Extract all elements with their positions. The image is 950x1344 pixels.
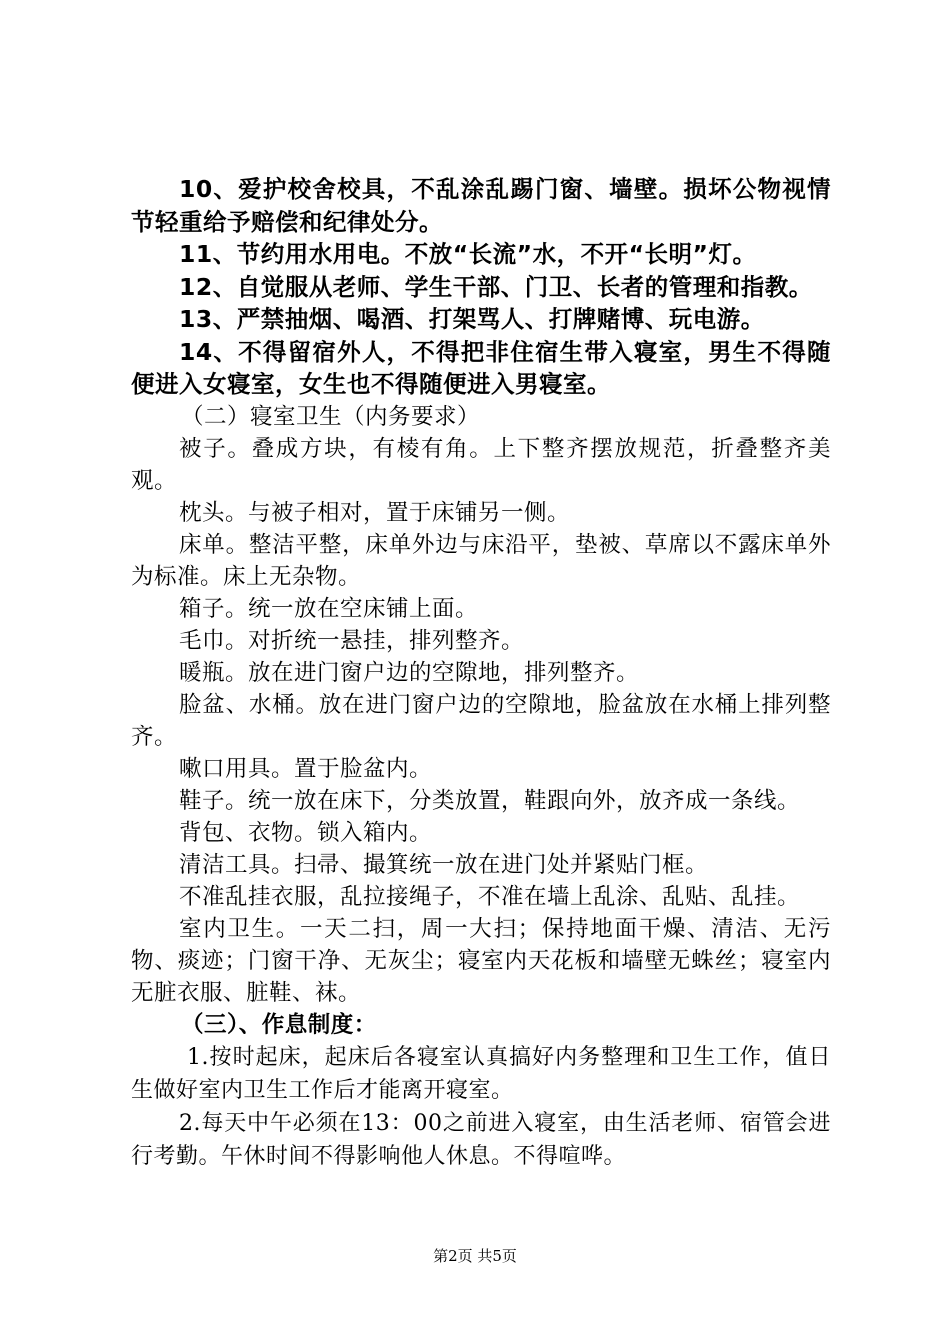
- document-body: [131, 173, 831, 1173]
- section-heading-dorm-hygiene: （二）寝室卫生（内务要求）: [181, 403, 481, 430]
- page-footer: 第2页 共5页: [433, 1247, 517, 1265]
- item-mouthwash: 嗽口用具。置于脸盆内。: [179, 755, 433, 782]
- schedule-item-2: 2.每天中午必须在13：00之前进入寝室，由生活老师、宿管会进行考勤。午休时间不得影响他人休息。不得喧哗。: [131, 1110, 831, 1169]
- item-cleaning-tools: 清洁工具。扫帚、撮箕统一放在进门处并紧贴门框。: [179, 851, 709, 878]
- item-pillow: 枕头。与被子相对，置于床铺另一侧。: [179, 499, 571, 526]
- item-thermos: 暖瓶。放在进门窗户边的空隙地，排列整齐。: [179, 659, 640, 686]
- item-backpack: 背包、衣物。锁入箱内。: [179, 819, 433, 846]
- item-towel: 毛巾。对折统一悬挂，排列整齐。: [179, 627, 525, 654]
- item-room-hygiene: 室内卫生。一天二扫，周一大扫；保持地面干燥、清洁、无污物、痰迹；门窗干净、无灰尘；寝室内天花板和墙壁无蛛丝；寝室内无脏衣服、脏鞋、袜。: [131, 915, 831, 1006]
- section-heading-schedule: （三）、作息制度：: [181, 1011, 377, 1038]
- rule-10: 10、爱护校舍校具，不乱涂乱踢门窗、墙壁。损坏公物视情节轻重给予赔偿和纪律处分。: [131, 175, 831, 236]
- item-box: 箱子。统一放在空床铺上面。: [179, 595, 479, 622]
- item-no-hanging: 不准乱挂衣服，乱拉接绳子，不准在墙上乱涂、乱贴、乱挂。: [179, 883, 801, 910]
- schedule-item-1: 1.按时起床，起床后各寝室认真搞好内务整理和卫生工作，值日生做好室内卫生工作后才能离开寝室。: [131, 1044, 831, 1103]
- rule-12: 12、自觉服从老师、学生干部、门卫、长者的管理和指教。: [179, 272, 813, 301]
- rule-13: 13、严禁抽烟、喝酒、打架骂人、打牌赌博、玩电游。: [179, 305, 765, 333]
- item-basin-bucket: 脸盆、水桶。放在进门窗户边的空隙地，脸盆放在水桶上排列整齐。: [131, 691, 831, 750]
- rule-11: 11、节约用水用电。不放“长流”水，不开“长明”灯。: [179, 240, 757, 268]
- item-bedsheet: 床单。整洁平整，床单外边与床沿平，垫被、草席以不露床单外为标准。床上无杂物。: [131, 531, 831, 590]
- item-shoes: 鞋子。统一放在床下，分类放置，鞋跟向外，放齐成一条线。: [179, 787, 801, 814]
- rule-14: 14、不得留宿外人，不得把非住宿生带入寝室，男生不得随便进入女寝室，女生也不得随便进入男寝室。: [131, 337, 831, 398]
- item-quilt: 被子。叠成方块，有棱有角。上下整齐摆放规范，折叠整齐美观。: [131, 435, 831, 494]
